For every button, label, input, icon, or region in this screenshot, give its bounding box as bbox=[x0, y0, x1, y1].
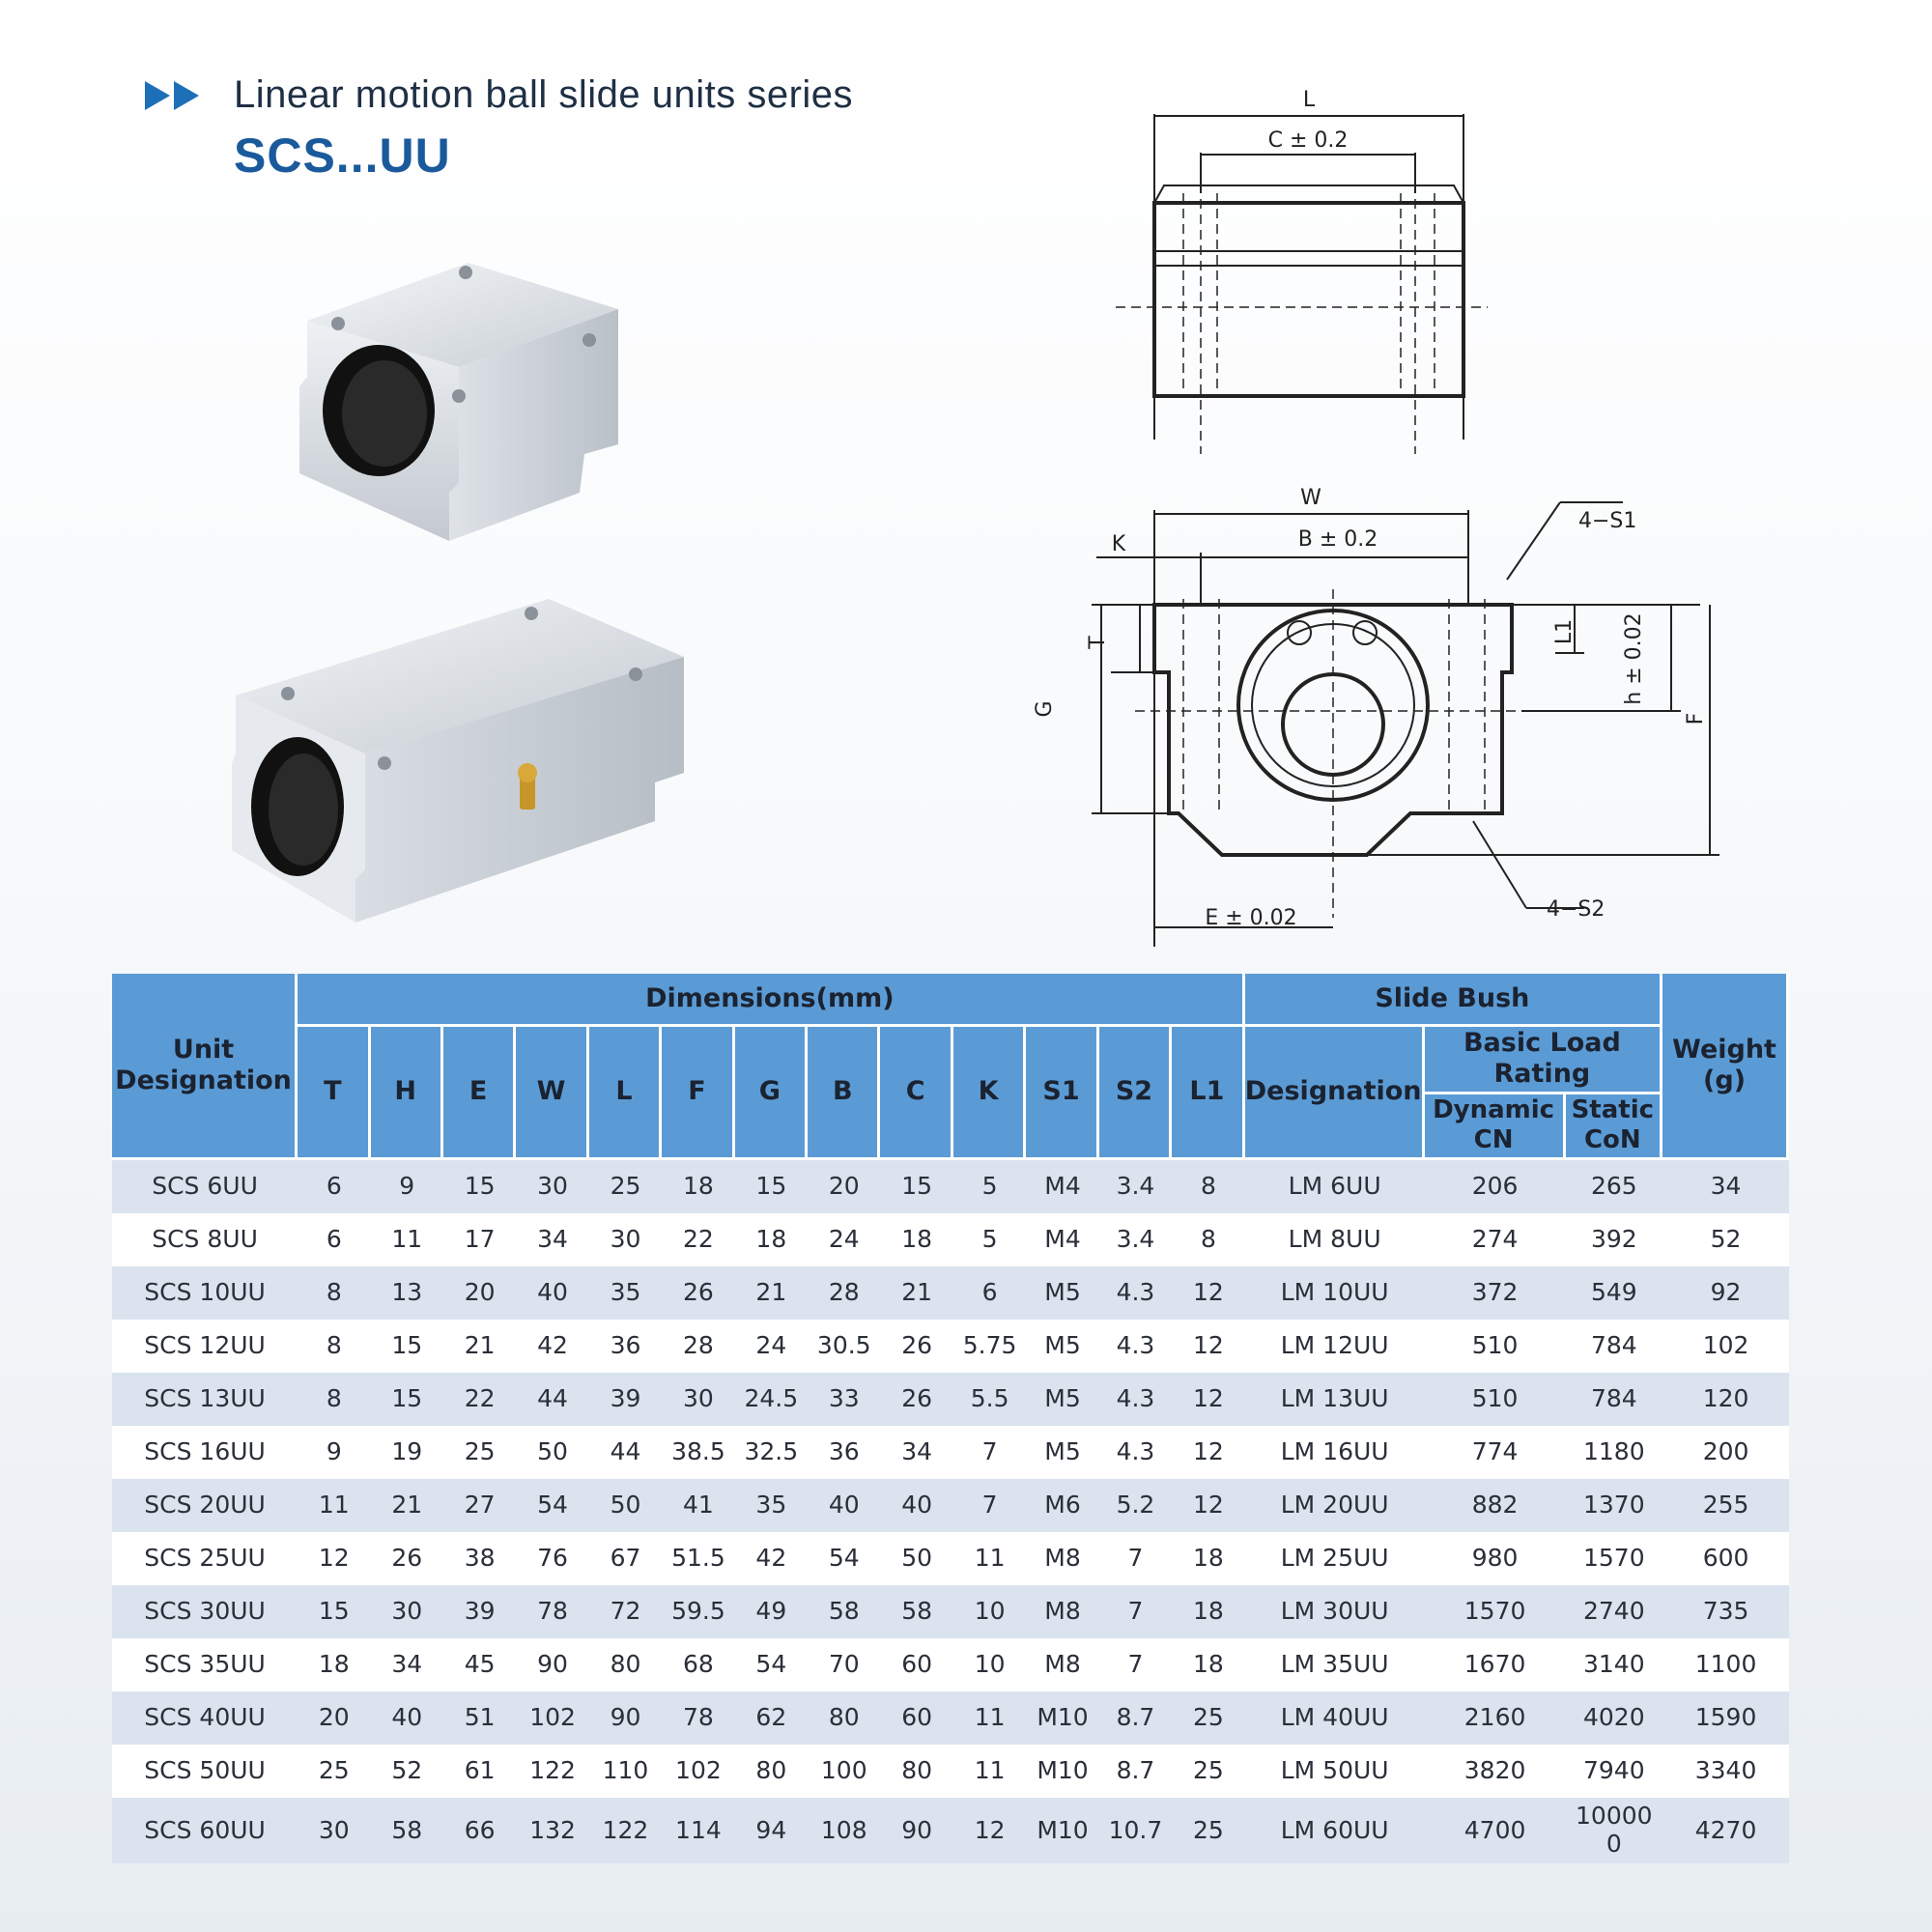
table-cell: 1570 bbox=[1425, 1585, 1566, 1638]
table-cell: 25 bbox=[589, 1160, 662, 1213]
header-col-K: K bbox=[953, 1027, 1026, 1160]
table-cell: 90 bbox=[589, 1691, 662, 1745]
table-cell: 4270 bbox=[1662, 1798, 1789, 1863]
technical-drawing bbox=[966, 77, 1932, 966]
table-cell: 39 bbox=[589, 1373, 662, 1426]
table-row bbox=[112, 1585, 1789, 1638]
table-row bbox=[112, 1745, 1789, 1798]
table-cell: 1670 bbox=[1425, 1638, 1566, 1691]
table-cell: 60 bbox=[880, 1638, 952, 1691]
table-cell: 30 bbox=[371, 1585, 443, 1638]
table-cell: 600 bbox=[1662, 1532, 1789, 1585]
table-cell: LM 12UU bbox=[1245, 1320, 1425, 1373]
table-cell: 51 bbox=[443, 1691, 516, 1745]
dim-label-E: E ± 0.02 bbox=[1205, 906, 1297, 930]
table-cell: 15 bbox=[371, 1373, 443, 1426]
table-cell: 68 bbox=[662, 1638, 734, 1691]
table-cell: 8.7 bbox=[1099, 1745, 1172, 1798]
table-row bbox=[112, 1638, 1789, 1691]
table-cell: 26 bbox=[880, 1373, 952, 1426]
header-col-E: E bbox=[443, 1027, 516, 1160]
table-cell: 39 bbox=[443, 1585, 516, 1638]
dim-label-T: T bbox=[1086, 636, 1110, 649]
table-cell: 24 bbox=[735, 1320, 808, 1373]
table-cell: LM 25UU bbox=[1245, 1532, 1425, 1585]
table-cell: 7940 bbox=[1566, 1745, 1663, 1798]
table-cell: SCS 25UU bbox=[112, 1532, 298, 1585]
table-cell: 11 bbox=[953, 1745, 1026, 1798]
table-cell: 36 bbox=[589, 1320, 662, 1373]
table-cell: 51.5 bbox=[662, 1532, 734, 1585]
table-row bbox=[112, 1798, 1789, 1863]
table-cell: SCS 12UU bbox=[112, 1320, 298, 1373]
table-cell: 20 bbox=[808, 1160, 880, 1213]
table-cell: 7 bbox=[1099, 1585, 1172, 1638]
table-cell: 25 bbox=[1172, 1691, 1244, 1745]
table-cell: M8 bbox=[1026, 1532, 1098, 1585]
table-cell: 78 bbox=[662, 1691, 734, 1745]
table-cell: 122 bbox=[516, 1745, 588, 1798]
dim-label-L1: L1 bbox=[1552, 618, 1577, 645]
table-cell: 110 bbox=[589, 1745, 662, 1798]
dim-label-W: W bbox=[1300, 486, 1321, 510]
header-col-H: H bbox=[371, 1027, 443, 1160]
table-cell: LM 35UU bbox=[1245, 1638, 1425, 1691]
table-cell: 34 bbox=[880, 1426, 952, 1479]
table-cell: 8 bbox=[1172, 1160, 1244, 1213]
table-cell: 200 bbox=[1662, 1426, 1789, 1479]
table-cell: 54 bbox=[735, 1638, 808, 1691]
table-cell: 9 bbox=[371, 1160, 443, 1213]
table-cell: 102 bbox=[662, 1745, 734, 1798]
table-cell: 5 bbox=[953, 1213, 1026, 1266]
header-basic-load-rating: Basic Load Rating bbox=[1425, 1027, 1662, 1094]
header-col-T: T bbox=[298, 1027, 370, 1160]
series-title: SCS...UU bbox=[234, 128, 451, 183]
table-cell: 49 bbox=[735, 1585, 808, 1638]
table-cell: SCS 16UU bbox=[112, 1426, 298, 1479]
table-cell: 108 bbox=[808, 1798, 880, 1863]
table-cell: 28 bbox=[662, 1320, 734, 1373]
table-cell: LM 10UU bbox=[1245, 1266, 1425, 1320]
header-col-designation: Designation bbox=[1245, 1027, 1425, 1160]
table-cell: 8.7 bbox=[1099, 1691, 1172, 1745]
table-cell: 44 bbox=[589, 1426, 662, 1479]
table-cell: 6 bbox=[298, 1213, 370, 1266]
table-cell: 52 bbox=[1662, 1213, 1789, 1266]
table-cell: 18 bbox=[662, 1160, 734, 1213]
table-cell: 35 bbox=[735, 1479, 808, 1532]
table-cell: 2160 bbox=[1425, 1691, 1566, 1745]
table-cell: 10 bbox=[953, 1638, 1026, 1691]
product-image-short bbox=[290, 251, 638, 541]
table-cell: SCS 30UU bbox=[112, 1585, 298, 1638]
table-cell: 12 bbox=[1172, 1426, 1244, 1479]
table-cell: M5 bbox=[1026, 1426, 1098, 1479]
table-cell: 20 bbox=[443, 1266, 516, 1320]
table-cell: SCS 40UU bbox=[112, 1691, 298, 1745]
table-cell: 5.75 bbox=[953, 1320, 1026, 1373]
table-cell: 3820 bbox=[1425, 1745, 1566, 1798]
table-cell: 27 bbox=[443, 1479, 516, 1532]
table-cell: 19 bbox=[371, 1426, 443, 1479]
table-cell: 102 bbox=[516, 1691, 588, 1745]
table-cell: SCS 8UU bbox=[112, 1213, 298, 1266]
dim-label-S1: 4−S1 bbox=[1578, 509, 1637, 533]
table-cell: M8 bbox=[1026, 1638, 1098, 1691]
specification-table bbox=[112, 974, 1789, 1863]
table-cell: 34 bbox=[371, 1638, 443, 1691]
table-cell: 30 bbox=[516, 1160, 588, 1213]
table-cell: 12 bbox=[1172, 1266, 1244, 1320]
header-col-G: G bbox=[735, 1027, 808, 1160]
series-subtitle: Linear motion ball slide units series bbox=[234, 73, 854, 116]
table-cell: 12 bbox=[1172, 1320, 1244, 1373]
table-cell: 774 bbox=[1425, 1426, 1566, 1479]
header-col-S2: S2 bbox=[1099, 1027, 1172, 1160]
table-cell: 8 bbox=[298, 1320, 370, 1373]
header-dimensions: Dimensions(mm) bbox=[298, 974, 1245, 1027]
header-col-static: Static CoN bbox=[1566, 1094, 1663, 1160]
header-col-S1: S1 bbox=[1026, 1027, 1098, 1160]
table-cell: 80 bbox=[808, 1691, 880, 1745]
table-cell: 25 bbox=[1172, 1745, 1244, 1798]
table-cell: 25 bbox=[443, 1426, 516, 1479]
table-cell: 8 bbox=[298, 1266, 370, 1320]
table-cell: 18 bbox=[1172, 1532, 1244, 1585]
table-cell: 3.4 bbox=[1099, 1160, 1172, 1213]
table-cell: LM 20UU bbox=[1245, 1479, 1425, 1532]
table-cell: 549 bbox=[1566, 1266, 1663, 1320]
table-cell: 13 bbox=[371, 1266, 443, 1320]
table-cell: 18 bbox=[1172, 1638, 1244, 1691]
table-cell: 50 bbox=[589, 1479, 662, 1532]
table-cell: 12 bbox=[1172, 1479, 1244, 1532]
table-cell: 52 bbox=[371, 1745, 443, 1798]
header-col-L1: L1 bbox=[1172, 1027, 1244, 1160]
table-cell: 18 bbox=[735, 1213, 808, 1266]
table-cell: 7 bbox=[953, 1426, 1026, 1479]
table-cell: 20 bbox=[298, 1691, 370, 1745]
table-cell: LM 16UU bbox=[1245, 1426, 1425, 1479]
dim-label-C: C ± 0.2 bbox=[1267, 128, 1349, 153]
table-row bbox=[112, 1266, 1789, 1320]
table-cell: 15 bbox=[371, 1320, 443, 1373]
dim-label-h: h ± 0.02 bbox=[1622, 612, 1646, 705]
bullet-arrows-icon bbox=[145, 81, 199, 110]
table-cell: 11 bbox=[953, 1691, 1026, 1745]
table-cell: 22 bbox=[443, 1373, 516, 1426]
table-cell: 40 bbox=[808, 1479, 880, 1532]
table-cell: 66 bbox=[443, 1798, 516, 1863]
table-cell: SCS 60UU bbox=[112, 1798, 298, 1863]
table-cell: 45 bbox=[443, 1638, 516, 1691]
table-cell: 40 bbox=[516, 1266, 588, 1320]
table-cell: 274 bbox=[1425, 1213, 1566, 1266]
header-col-B: B bbox=[808, 1027, 880, 1160]
table-cell: 21 bbox=[880, 1266, 952, 1320]
table-cell: 18 bbox=[298, 1638, 370, 1691]
table-cell: 4700 bbox=[1425, 1798, 1566, 1863]
table-cell: 25 bbox=[298, 1745, 370, 1798]
table-row bbox=[112, 1479, 1789, 1532]
table-cell: 30 bbox=[662, 1373, 734, 1426]
header-col-C: C bbox=[880, 1027, 952, 1160]
table-cell: 90 bbox=[516, 1638, 588, 1691]
table-cell: 76 bbox=[516, 1532, 588, 1585]
table-cell: 1570 bbox=[1566, 1532, 1663, 1585]
table-cell: 80 bbox=[735, 1745, 808, 1798]
table-cell: 62 bbox=[735, 1691, 808, 1745]
table-cell: 28 bbox=[808, 1266, 880, 1320]
table-row bbox=[112, 1213, 1789, 1266]
dim-label-F: F bbox=[1684, 712, 1708, 725]
table-cell: 1590 bbox=[1662, 1691, 1789, 1745]
table-cell: 4.3 bbox=[1099, 1266, 1172, 1320]
table-cell: 44 bbox=[516, 1373, 588, 1426]
table-cell: 30 bbox=[298, 1798, 370, 1863]
table-cell: 11 bbox=[371, 1213, 443, 1266]
table-cell: 58 bbox=[371, 1798, 443, 1863]
table-cell: 4.3 bbox=[1099, 1320, 1172, 1373]
table-cell: 11 bbox=[953, 1532, 1026, 1585]
table-cell: SCS 13UU bbox=[112, 1373, 298, 1426]
table-cell: 10.7 bbox=[1099, 1798, 1172, 1863]
table-cell: 11 bbox=[298, 1479, 370, 1532]
table-cell: 26 bbox=[880, 1320, 952, 1373]
dim-label-K: K bbox=[1111, 532, 1126, 556]
table-cell: 58 bbox=[880, 1585, 952, 1638]
table-cell: 21 bbox=[371, 1479, 443, 1532]
table-cell: 34 bbox=[516, 1213, 588, 1266]
table-cell: 94 bbox=[735, 1798, 808, 1863]
table-cell: 5.5 bbox=[953, 1373, 1026, 1426]
table-cell: 3140 bbox=[1566, 1638, 1663, 1691]
table-cell: 3.4 bbox=[1099, 1213, 1172, 1266]
table-cell: 17 bbox=[443, 1213, 516, 1266]
table-cell: 255 bbox=[1662, 1479, 1789, 1532]
table-cell: 10 bbox=[953, 1585, 1026, 1638]
table-cell: 510 bbox=[1425, 1373, 1566, 1426]
header-slide-bush: Slide Bush bbox=[1245, 974, 1662, 1027]
table-body bbox=[112, 1160, 1789, 1863]
table-cell: 9 bbox=[298, 1426, 370, 1479]
table-cell: 54 bbox=[516, 1479, 588, 1532]
table-cell: 80 bbox=[880, 1745, 952, 1798]
header-unit-designation: Unit Designation bbox=[112, 974, 298, 1160]
table-cell: 24.5 bbox=[735, 1373, 808, 1426]
table-cell: 50 bbox=[880, 1532, 952, 1585]
table-cell: 21 bbox=[443, 1320, 516, 1373]
table-cell: 21 bbox=[735, 1266, 808, 1320]
table-cell: 784 bbox=[1566, 1373, 1663, 1426]
table-cell: 7 bbox=[953, 1479, 1026, 1532]
table-cell: 26 bbox=[371, 1532, 443, 1585]
table-cell: 114 bbox=[662, 1798, 734, 1863]
table-cell: 122 bbox=[589, 1798, 662, 1863]
table-cell: LM 13UU bbox=[1245, 1373, 1425, 1426]
table-cell: M5 bbox=[1026, 1373, 1098, 1426]
table-cell: M8 bbox=[1026, 1585, 1098, 1638]
table-cell: 8 bbox=[298, 1373, 370, 1426]
table-cell: 58 bbox=[808, 1585, 880, 1638]
table-cell: 61 bbox=[443, 1745, 516, 1798]
table-cell: 33 bbox=[808, 1373, 880, 1426]
table-cell: 3340 bbox=[1662, 1745, 1789, 1798]
table-cell: 7 bbox=[1099, 1638, 1172, 1691]
table-cell: 10000 0 bbox=[1566, 1798, 1663, 1863]
table-cell: 15 bbox=[443, 1160, 516, 1213]
table-cell: SCS 10UU bbox=[112, 1266, 298, 1320]
table-cell: 42 bbox=[735, 1532, 808, 1585]
table-cell: 5 bbox=[953, 1160, 1026, 1213]
product-image-long bbox=[230, 589, 694, 937]
table-cell: M10 bbox=[1026, 1798, 1098, 1863]
table-cell: 35 bbox=[589, 1266, 662, 1320]
table-cell: 735 bbox=[1662, 1585, 1789, 1638]
table-cell: 41 bbox=[662, 1479, 734, 1532]
table-cell: 102 bbox=[1662, 1320, 1789, 1373]
header-col-dynamic: Dynamic CN bbox=[1425, 1094, 1566, 1160]
table-cell: 784 bbox=[1566, 1320, 1663, 1373]
table-cell: 26 bbox=[662, 1266, 734, 1320]
table-cell: 38 bbox=[443, 1532, 516, 1585]
table-cell: SCS 35UU bbox=[112, 1638, 298, 1691]
table-cell: 6 bbox=[298, 1160, 370, 1213]
table-cell: 90 bbox=[880, 1798, 952, 1863]
table-cell: 4.3 bbox=[1099, 1426, 1172, 1479]
dim-label-L: L bbox=[1302, 88, 1316, 112]
table-cell: 5.2 bbox=[1099, 1479, 1172, 1532]
table-cell: LM 50UU bbox=[1245, 1745, 1425, 1798]
table-cell: 36 bbox=[808, 1426, 880, 1479]
table-cell: 78 bbox=[516, 1585, 588, 1638]
table-cell: 40 bbox=[371, 1691, 443, 1745]
table-cell: 372 bbox=[1425, 1266, 1566, 1320]
table-cell: M10 bbox=[1026, 1691, 1098, 1745]
table-row bbox=[112, 1373, 1789, 1426]
table-cell: 510 bbox=[1425, 1320, 1566, 1373]
table-cell: 22 bbox=[662, 1213, 734, 1266]
table-cell: SCS 6UU bbox=[112, 1160, 298, 1213]
table-row bbox=[112, 1426, 1789, 1479]
table-cell: 80 bbox=[589, 1638, 662, 1691]
table-cell: 30 bbox=[589, 1213, 662, 1266]
table-row bbox=[112, 1532, 1789, 1585]
table-cell: 60 bbox=[880, 1691, 952, 1745]
table-cell: 38.5 bbox=[662, 1426, 734, 1479]
table-row bbox=[112, 1320, 1789, 1373]
table-cell: M5 bbox=[1026, 1266, 1098, 1320]
header-col-F: F bbox=[662, 1027, 734, 1160]
table-cell: 100 bbox=[808, 1745, 880, 1798]
table-cell: 6 bbox=[953, 1266, 1026, 1320]
table-cell: LM 30UU bbox=[1245, 1585, 1425, 1638]
table-cell: 4.3 bbox=[1099, 1373, 1172, 1426]
table-cell: LM 60UU bbox=[1245, 1798, 1425, 1863]
table-cell: 18 bbox=[880, 1213, 952, 1266]
table-cell: 92 bbox=[1662, 1266, 1789, 1320]
table-cell: 1180 bbox=[1566, 1426, 1663, 1479]
table-cell: M4 bbox=[1026, 1213, 1098, 1266]
table-cell: M6 bbox=[1026, 1479, 1098, 1532]
table-cell: 882 bbox=[1425, 1479, 1566, 1532]
table-cell: 12 bbox=[953, 1798, 1026, 1863]
table-cell: 980 bbox=[1425, 1532, 1566, 1585]
header-col-L: L bbox=[589, 1027, 662, 1160]
table-cell: 206 bbox=[1425, 1160, 1566, 1213]
table-cell: 34 bbox=[1662, 1160, 1789, 1213]
table-cell: 70 bbox=[808, 1638, 880, 1691]
table-cell: 12 bbox=[298, 1532, 370, 1585]
table-cell: 40 bbox=[880, 1479, 952, 1532]
table-cell: M10 bbox=[1026, 1745, 1098, 1798]
table-cell: 8 bbox=[1172, 1213, 1244, 1266]
header-col-W: W bbox=[516, 1027, 588, 1160]
table-cell: 54 bbox=[808, 1532, 880, 1585]
table-cell: 25 bbox=[1172, 1798, 1244, 1863]
table-cell: 30.5 bbox=[808, 1320, 880, 1373]
dim-label-G: G bbox=[1033, 700, 1057, 718]
header-weight: Weight (g) bbox=[1662, 974, 1789, 1160]
table-cell: 59.5 bbox=[662, 1585, 734, 1638]
table-cell: 392 bbox=[1566, 1213, 1663, 1266]
table-cell: 24 bbox=[808, 1213, 880, 1266]
table-cell: 12 bbox=[1172, 1373, 1244, 1426]
table-cell: 1370 bbox=[1566, 1479, 1663, 1532]
table-row bbox=[112, 1691, 1789, 1745]
table-cell: 15 bbox=[735, 1160, 808, 1213]
table-cell: 15 bbox=[298, 1585, 370, 1638]
table-cell: 32.5 bbox=[735, 1426, 808, 1479]
table-cell: 132 bbox=[516, 1798, 588, 1863]
dim-label-B: B ± 0.2 bbox=[1297, 527, 1378, 552]
table-cell: M5 bbox=[1026, 1320, 1098, 1373]
table-cell: LM 8UU bbox=[1245, 1213, 1425, 1266]
table-cell: SCS 20UU bbox=[112, 1479, 298, 1532]
table-cell: LM 40UU bbox=[1245, 1691, 1425, 1745]
table-cell: 72 bbox=[589, 1585, 662, 1638]
table-cell: 4020 bbox=[1566, 1691, 1663, 1745]
table-cell: 15 bbox=[880, 1160, 952, 1213]
table-cell: 2740 bbox=[1566, 1585, 1663, 1638]
table-cell: 265 bbox=[1566, 1160, 1663, 1213]
table-cell: M4 bbox=[1026, 1160, 1098, 1213]
table-row bbox=[112, 1160, 1789, 1213]
dim-label-S2: 4−S2 bbox=[1547, 897, 1605, 922]
table-cell: 67 bbox=[589, 1532, 662, 1585]
table-cell: 50 bbox=[516, 1426, 588, 1479]
table-cell: 42 bbox=[516, 1320, 588, 1373]
table-cell: SCS 50UU bbox=[112, 1745, 298, 1798]
table-cell: LM 6UU bbox=[1245, 1160, 1425, 1213]
table-cell: 120 bbox=[1662, 1373, 1789, 1426]
table-cell: 7 bbox=[1099, 1532, 1172, 1585]
table-cell: 1100 bbox=[1662, 1638, 1789, 1691]
table-cell: 18 bbox=[1172, 1585, 1244, 1638]
